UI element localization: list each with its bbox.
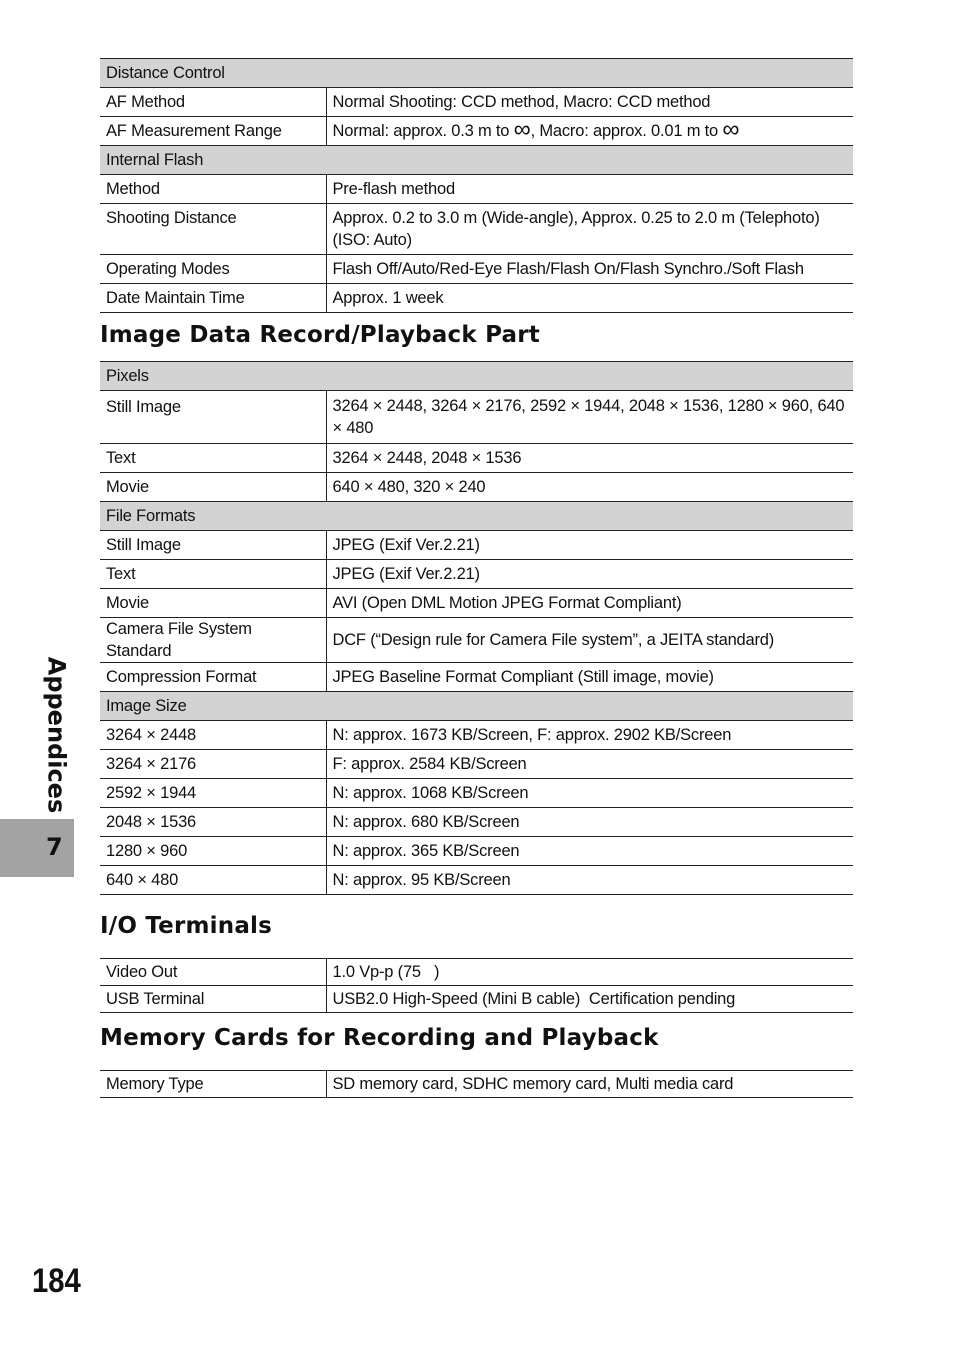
spec-key: Video Out bbox=[100, 959, 326, 986]
spec-key: Camera File System Standard bbox=[100, 618, 326, 663]
spec-value: DCF (“Design rule for Camera File system”, a JEITA standard) bbox=[326, 618, 853, 663]
spec-value: N: approx. 680 KB/Screen bbox=[326, 808, 853, 837]
group-label: Image Size bbox=[100, 692, 853, 721]
spec-value: N: approx. 1068 KB/Screen bbox=[326, 779, 853, 808]
spec-key: AF Measurement Range bbox=[100, 117, 326, 146]
spec-key: Operating Modes bbox=[100, 255, 326, 284]
value-part: Normal: approx. 0.3 m to bbox=[332, 122, 514, 140]
table-row bbox=[100, 589, 853, 618]
spec-key: Movie bbox=[100, 589, 326, 618]
table-row bbox=[100, 618, 853, 663]
spec-key: Method bbox=[100, 175, 326, 204]
spec-value: N: approx. 95 KB/Screen bbox=[326, 866, 853, 895]
spec-key: Text bbox=[100, 560, 326, 589]
table-row bbox=[100, 866, 853, 895]
spec-key: Movie bbox=[100, 473, 326, 502]
spec-value: Normal Shooting: CCD method, Macro: CCD method bbox=[326, 88, 853, 117]
spec-key: Still Image bbox=[100, 531, 326, 560]
spec-key: Still Image bbox=[100, 391, 326, 444]
memory-cards-table bbox=[100, 1070, 853, 1098]
section-title-io-terminals: I/O Terminals bbox=[100, 913, 273, 939]
spec-value: Approx. 1 week bbox=[326, 284, 853, 313]
table-row bbox=[100, 721, 853, 750]
infinity-symbol: ∞ bbox=[513, 116, 531, 143]
spec-value: Pre-flash method bbox=[326, 175, 853, 204]
group-label: Pixels bbox=[100, 362, 853, 391]
chapter-number: 7 bbox=[46, 833, 63, 861]
io-terminals-table bbox=[100, 958, 853, 1013]
spec-value: USB2.0 High-Speed (Mini B cable) Certification pending bbox=[326, 986, 853, 1013]
table-row bbox=[100, 531, 853, 560]
spec-value: Flash Off/Auto/Red-Eye Flash/Flash On/Flash Synchro./Soft Flash bbox=[326, 255, 853, 284]
spec-value: 1.0 Vp-p (75 ) bbox=[326, 959, 853, 986]
spec-value: 3264 × 2448, 2048 × 1536 bbox=[326, 444, 853, 473]
table-row bbox=[100, 663, 853, 692]
infinity-symbol: ∞ bbox=[722, 116, 740, 143]
table-row bbox=[100, 1071, 853, 1098]
group-row-image-size bbox=[100, 692, 853, 721]
table-row bbox=[100, 837, 853, 866]
spec-value: AVI (Open DML Motion JPEG Format Compliant) bbox=[326, 589, 853, 618]
group-row-distance-control bbox=[100, 59, 853, 88]
spec-value: JPEG (Exif Ver.2.21) bbox=[326, 560, 853, 589]
spec-key: Text bbox=[100, 444, 326, 473]
chapter-side-label-text: Appendices bbox=[42, 656, 70, 813]
spec-key: USB Terminal bbox=[100, 986, 326, 1013]
table-row bbox=[100, 117, 853, 146]
spec-value: JPEG Baseline Format Compliant (Still image, movie) bbox=[326, 663, 853, 692]
spec-key: AF Method bbox=[100, 88, 326, 117]
spec-key: Shooting Distance bbox=[100, 204, 326, 255]
section-title-memory-cards: Memory Cards for Recording and Playback bbox=[100, 1025, 659, 1051]
table-row bbox=[100, 255, 853, 284]
chapter-tab bbox=[0, 819, 74, 877]
table-row bbox=[100, 750, 853, 779]
group-label: Internal Flash bbox=[100, 146, 853, 175]
spec-key: Memory Type bbox=[100, 1071, 326, 1098]
table-row bbox=[100, 959, 853, 986]
spec-value: F: approx. 2584 KB/Screen bbox=[326, 750, 853, 779]
image-data-table bbox=[100, 361, 853, 895]
spec-key: Compression Format bbox=[100, 663, 326, 692]
section-title-image-data: Image Data Record/Playback Part bbox=[100, 322, 540, 348]
spec-value: SD memory card, SDHC memory card, Multi media card bbox=[326, 1071, 853, 1098]
distance-flash-table bbox=[100, 58, 853, 313]
table-row bbox=[100, 444, 853, 473]
spec-key: 2048 × 1536 bbox=[100, 808, 326, 837]
spec-key: 640 × 480 bbox=[100, 866, 326, 895]
table-row bbox=[100, 560, 853, 589]
spec-value bbox=[326, 117, 853, 146]
group-row-file-formats bbox=[100, 502, 853, 531]
table-row bbox=[100, 473, 853, 502]
table-row bbox=[100, 284, 853, 313]
chapter-side-label bbox=[36, 656, 76, 813]
spec-value: Approx. 0.2 to 3.0 m (Wide-angle), Approx. 0.25 to 2.0 m (Telephoto) (ISO: Auto) bbox=[326, 204, 853, 255]
spec-value: 3264 × 2448, 3264 × 2176, 2592 × 1944, 2048 × 1536, 1280 × 960, 640 × 480 bbox=[326, 391, 853, 444]
spec-value: N: approx. 365 KB/Screen bbox=[326, 837, 853, 866]
page-number: 184 bbox=[32, 1262, 81, 1300]
spec-key: 2592 × 1944 bbox=[100, 779, 326, 808]
table-row bbox=[100, 391, 853, 444]
group-label: Distance Control bbox=[100, 59, 853, 88]
value-part: , Macro: approx. 0.01 m to bbox=[530, 122, 723, 140]
group-row-internal-flash bbox=[100, 146, 853, 175]
spec-key: 1280 × 960 bbox=[100, 837, 326, 866]
spec-value: 640 × 480, 320 × 240 bbox=[326, 473, 853, 502]
table-row bbox=[100, 986, 853, 1013]
table-row bbox=[100, 175, 853, 204]
spec-key: 3264 × 2176 bbox=[100, 750, 326, 779]
group-row-pixels bbox=[100, 362, 853, 391]
table-row bbox=[100, 779, 853, 808]
spec-value: JPEG (Exif Ver.2.21) bbox=[326, 531, 853, 560]
table-row bbox=[100, 204, 853, 255]
table-row bbox=[100, 808, 853, 837]
group-label: File Formats bbox=[100, 502, 853, 531]
spec-key: Date Maintain Time bbox=[100, 284, 326, 313]
table-row bbox=[100, 88, 853, 117]
spec-key: 3264 × 2448 bbox=[100, 721, 326, 750]
spec-value: N: approx. 1673 KB/Screen, F: approx. 2902 KB/Screen bbox=[326, 721, 853, 750]
